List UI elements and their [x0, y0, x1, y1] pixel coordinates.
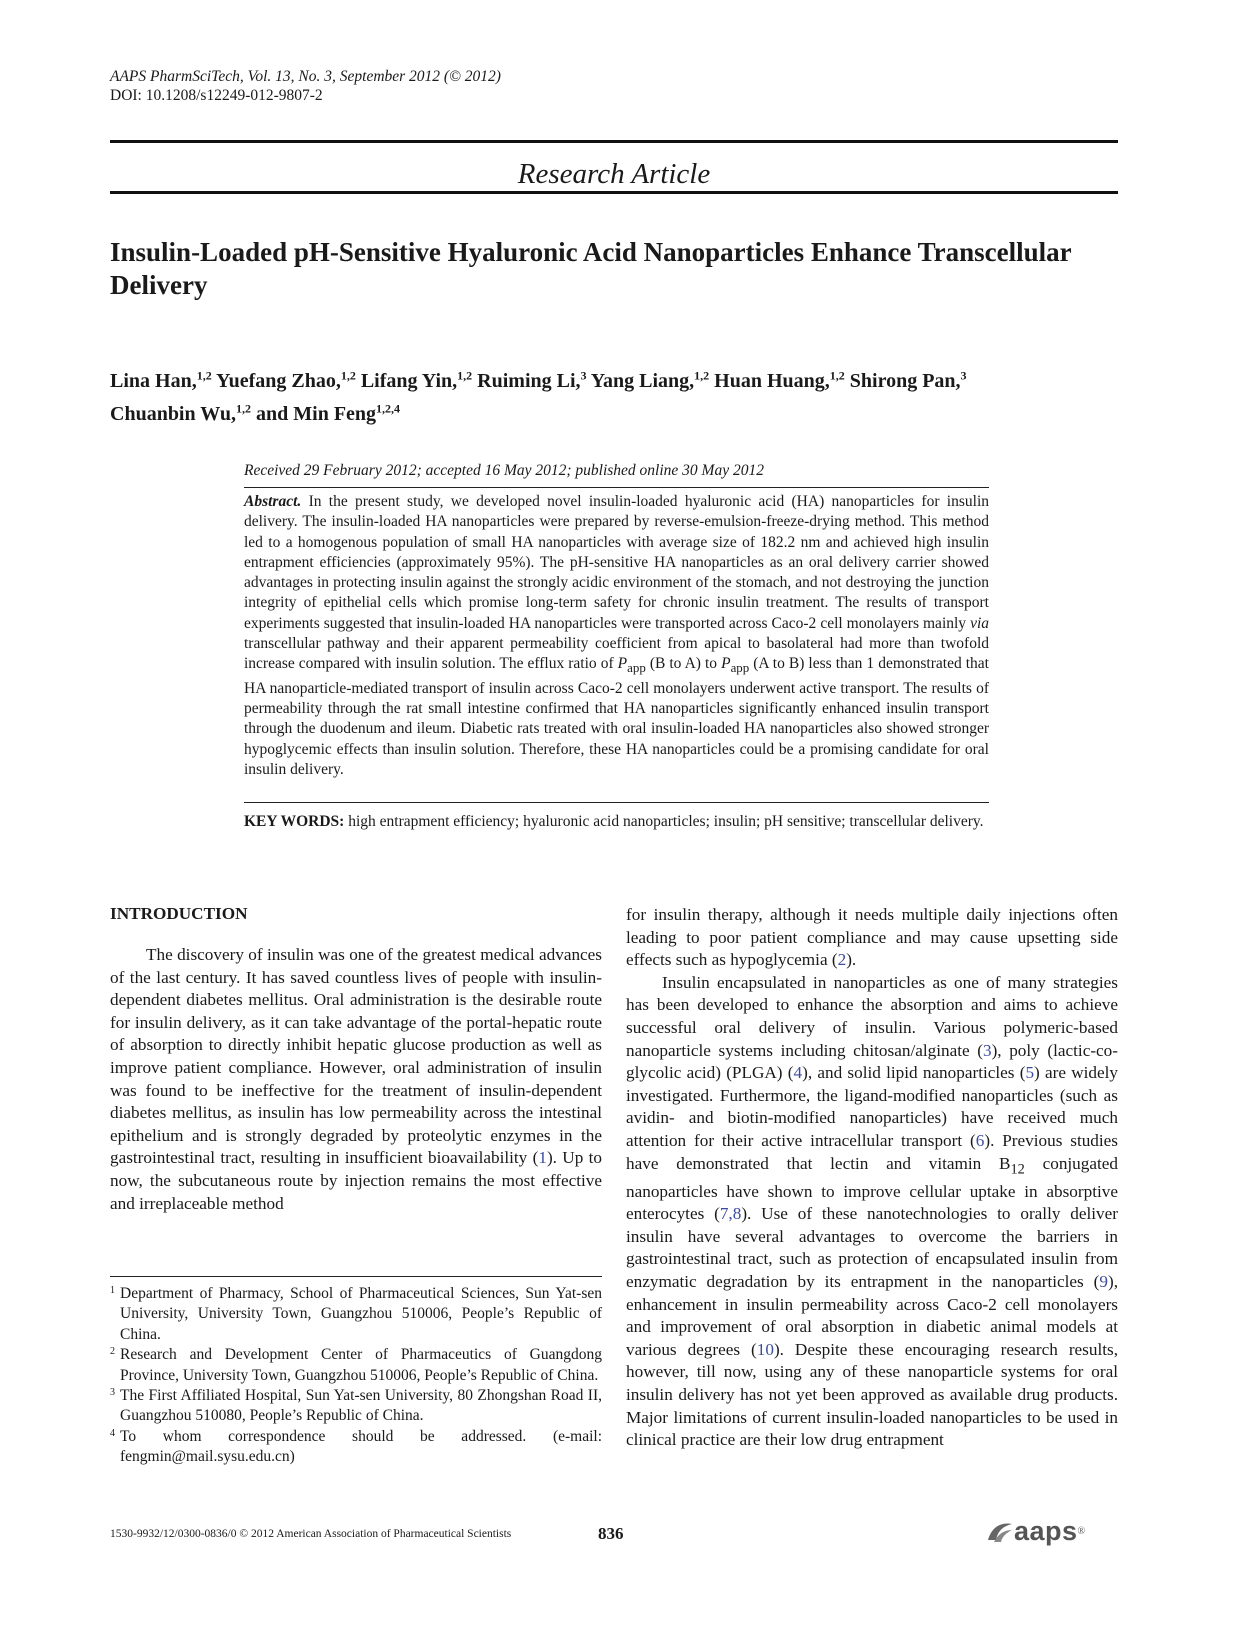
citation-link[interactable]: 5 — [1025, 1063, 1035, 1083]
author: Yang Liang,$^{1,2}$ — [590, 368, 710, 392]
author-list — [110, 361, 1118, 428]
citation-link[interactable]: 4 — [793, 1063, 803, 1083]
author: and Min Feng$^{1,2,4}$ — [256, 401, 401, 426]
section-type: Research Article — [517, 158, 711, 190]
keywords: KEY WORDS: high entrapment efficiency; hyaluronic acid nanoparticles; insulin; pH sensitive; transcellular delivery. — [244, 813, 984, 830]
citation-link[interactable]: 7,8 — [719, 1204, 742, 1224]
doi: DOI: 10.1208/s12249-012-9807-2 — [110, 87, 323, 104]
abstract-label: Abstract. — [244, 493, 302, 510]
citation-link[interactable]: 6 — [975, 1130, 985, 1150]
abstract: Abstract. In the present study, we developed novel insulin-loaded hyaluronic acid (HA) nanoparticles for insulin delivery. The insulin-loaded HA nanoparticles were prepared by reverse-emulsion-freeze-drying method. This method led to a homogenous population of small HA nanoparticles with average size of 182.2 nm and achieved high insulin entrapment efficiencies (approximately 95%). The pH-sensitive HA nanoparticles as an oral delivery carrier showed advantages in protecting insulin against the strongly acidic environment of the stomach, and not destroying the junction integrity of epithelial cells which promise long-term safety for chronic insulin treatment. The results of transport experiments suggested that insulin-loaded HA nanoparticles were transported across Caco-2 cell monolayers mainly via transcellular pathway and their apparent permeability coefficient from apical to basolateral had more than twofold increase compared with insulin solution. The efflux ratio of $P_{app}$ (B to A) to $P_{app}$ (A to B) less than 1 demonstrated that HA nanoparticle-mediated transport of insulin across Caco-2 cell monolayers underwent active transport. The results of permeability through the rat small intestine confirmed that HA nanoparticles significantly enhanced insulin transport through the duodenum and ileum. Diabetic rats treated with oral insulin-loaded HA nanoparticles also showed stronger hypoglycemic effects than insulin solution. Therefore, these HA nanoparticles could be a promising candidate for oral insulin delivery. — [244, 493, 989, 778]
right-column-text — [626, 904, 1118, 1452]
keywords-label: KEY WORDS: — [244, 813, 345, 830]
page-number: 836 — [598, 1524, 624, 1543]
author: Ruiming Li,$^3$ — [477, 368, 587, 392]
footnote-rule — [110, 1276, 602, 1277]
aaps-logo: aaps ® — [986, 1516, 1085, 1547]
article-title: Insulin-Loaded pH-Sensitive Hyaluronic Acid Nanoparticles Enhance Transcellular Delivery — [110, 237, 1072, 300]
paragraph: for insulin therapy, although it needs multiple daily injections often leading to poor patient compliance and may cause upsetting side effects such as hypoglycemia (2). — [626, 905, 1118, 970]
paragraph: The discovery of insulin was one of the greatest medical advances of the last century. It has saved countless lives of people with insulin-dependent diabetes mellitus. Oral administration is the desirable route for insulin delivery, as it can take advantage of the portal-hepatic route of absorption to directly inhibit hepatic glucose production as well as improve patient compliance. However, oral administration of insulin was found to be ineffective for the treatment of insulin-dependent diabetes mellitus, as insulin has low permeability across the intestinal epithelium and is strongly degraded by proteolytic enzymes in the gastrointestinal tract, resulting in insufficient bioavailability (1). Up to now, the subcutaneous route by injection remains the most effective and irreplaceable method — [110, 945, 603, 1213]
section-heading-introduction: INTRODUCTION — [110, 904, 248, 923]
author: Lifang Yin,$^{1,2}$ — [360, 368, 473, 392]
citation-link[interactable]: 2 — [837, 950, 847, 970]
citation-link[interactable]: 10 — [756, 1339, 774, 1359]
footnote: 3 The First Affiliated Hospital, Sun Yat-sen University, 80 Zhongshan Road II, Guangzhou 510080, People’s Republic of China. — [110, 1387, 602, 1425]
aaps-swoosh-icon — [986, 1520, 1014, 1544]
citation-link[interactable]: 9 — [1099, 1271, 1108, 1291]
left-column-text — [110, 944, 602, 1215]
issn-footer: 1530-9932/12/0300-0836/0 © 2012 American Association of Pharmaceutical Scientists — [110, 1528, 512, 1540]
top-rule — [110, 140, 1118, 143]
footnote: 1 Department of Pharmacy, School of Pharmaceutical Sciences, Sun Yat-sen University, University Town, Guangzhou 510006, People’s Republic of China. — [110, 1285, 602, 1343]
author: Chuanbin Wu,$^{1,2}$ — [110, 401, 252, 426]
paragraph: Insulin encapsulated in nanoparticles as one of many strategies has been developed to enhance the absorption and aims to achieve successful oral delivery of insulin. Various polymeric-based nanoparticle systems including chitosan/alginate (3), poly (lactic-co-glycolic acid) (PLGA) (4), and solid lipid nanoparticles (5) are widely investigated. Furthermore, the ligand-modified nanoparticles (such as avidin- and biotin-modified nanoparticles) have received much attention for their active intracellular transport (6). Previous studies have demonstrated that lectin and vitamin $B_{12}$ conjugated nanoparticles have shown to improve cellular uptake in absorptive enterocytes (7,8). Use of these nanotechnologies to orally deliver insulin have several advantages to overcome the barriers in gastrointestinal tract, such as protection of encapsulated insulin from enzymatic degradation by its entrapment in the nanoparticles (9), enhancement in insulin permeability across Caco-2 cell monolayers and improvement of oral absorption in diabetic animal models at various degrees (10). Despite these encouraging research results, however, till now, using any of these nanoparticle systems for oral insulin delivery has not yet been approved as available drug products. Major limitations of current insulin-loaded nanoparticles to be used in clinical practice are their low drug entrapment — [626, 972, 1119, 1450]
received-dates: Received 29 February 2012; accepted 16 May 2012; published online 30 May 2012 — [244, 462, 764, 479]
footnotes — [110, 1284, 602, 1468]
citation-link[interactable]: 1 — [538, 1148, 547, 1168]
abstract-rule-top — [244, 487, 989, 488]
abstract-rule-bottom — [244, 802, 989, 803]
footnote: 2 Research and Development Center of Pharmaceutics of Guangdong Province, University Town, Guangzhou 510006, People’s Republic of China. — [110, 1346, 602, 1384]
author: Yuefang Zhao,$^{1,2}$ — [215, 368, 356, 392]
citation-link[interactable]: 3 — [982, 1040, 992, 1060]
footnote: 4 To whom correspondence should be addressed. (e-mail: fengmin@mail.sysu.edu.cn) — [110, 1427, 602, 1466]
journal-citation: AAPS PharmSciTech, Vol. 13, No. 3, September 2012 (© 2012) — [110, 68, 501, 85]
author: Lina Han,$^{1,2}$ — [110, 368, 212, 392]
author: Huan Huang,$^{1,2}$ — [714, 368, 845, 392]
author: Shirong Pan,$^3$ — [849, 368, 967, 392]
section-rule — [110, 191, 1118, 194]
